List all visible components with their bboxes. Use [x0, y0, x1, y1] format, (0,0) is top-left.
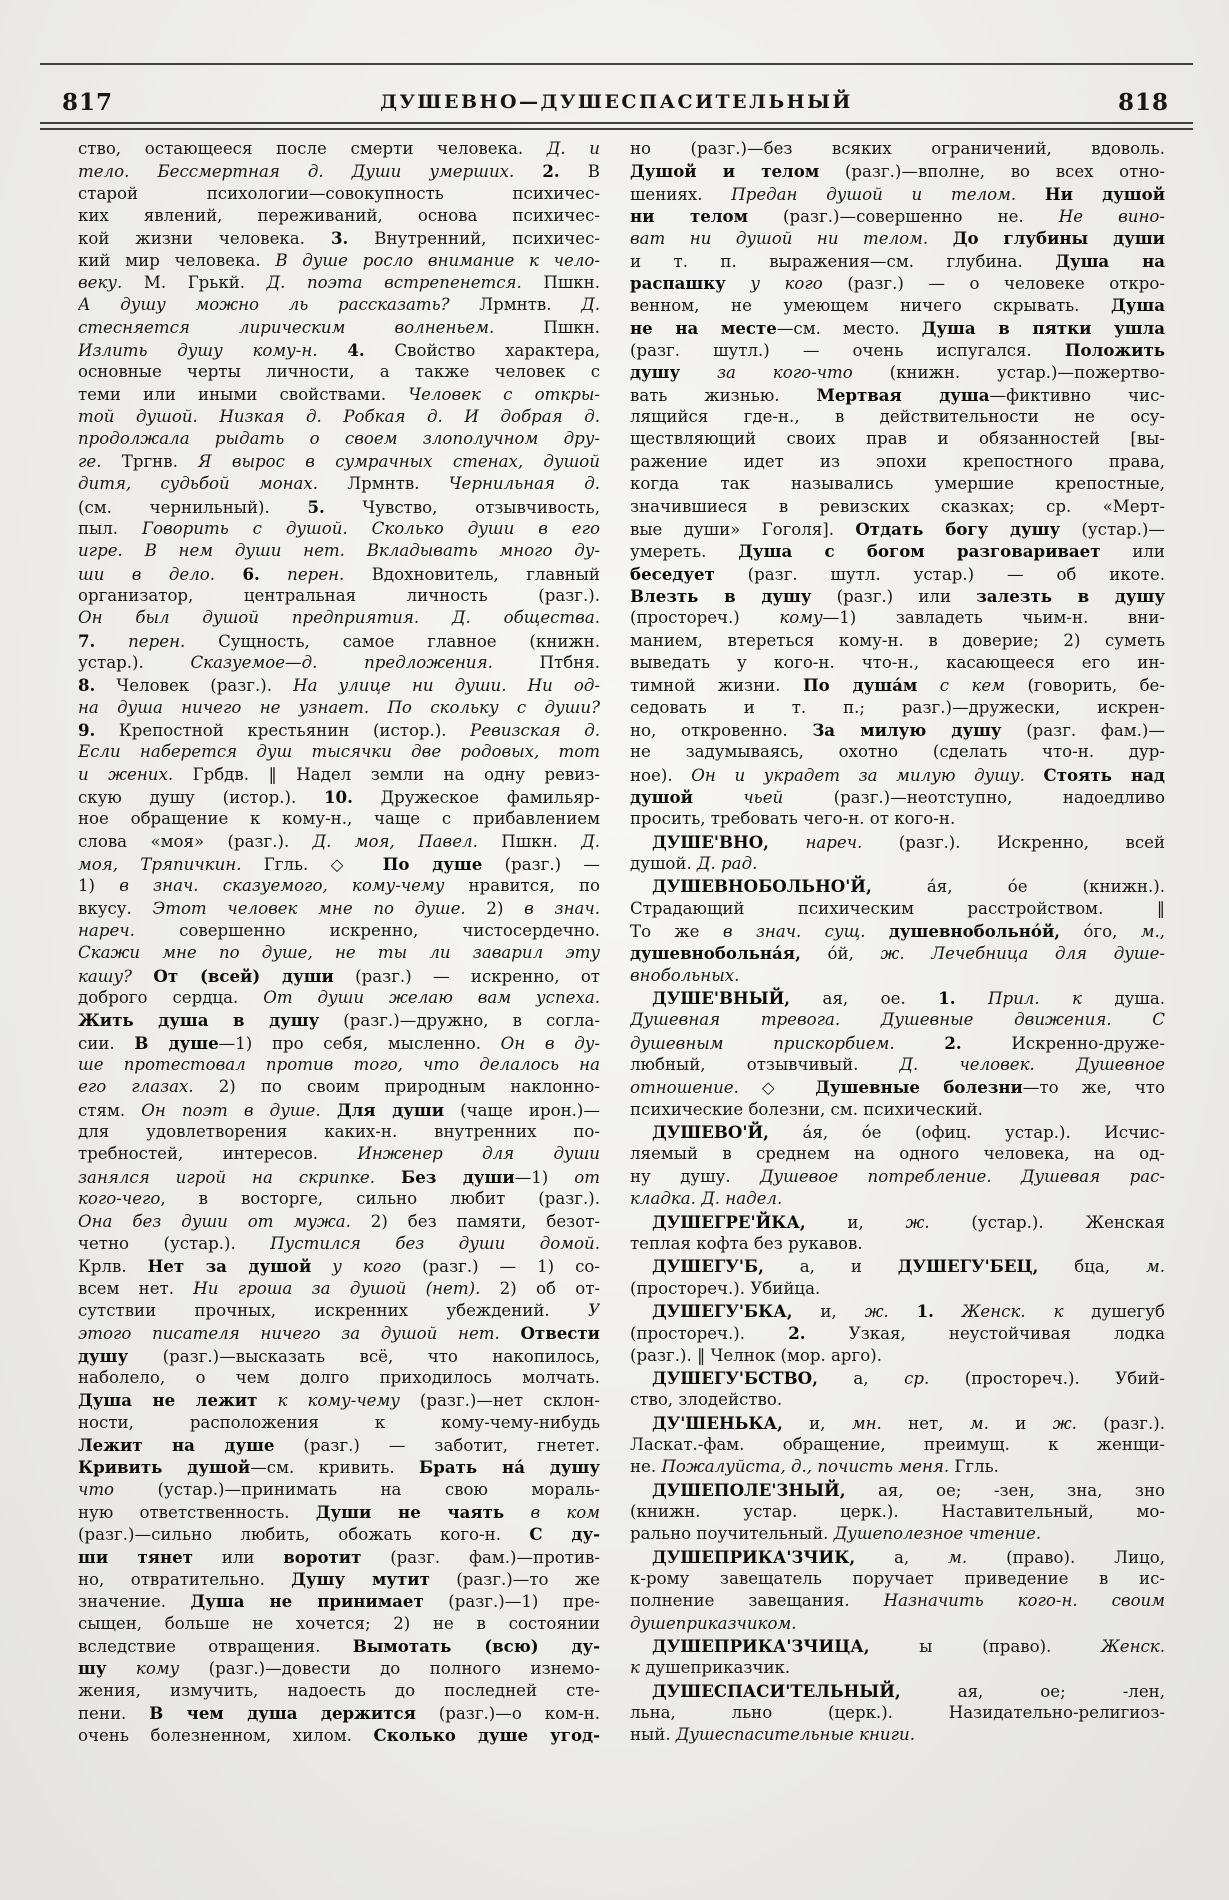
text-line: игре. В нем души нет. Вкладывать много ду- — [78, 541, 600, 561]
text-line: пени. В чем душа держится (разг.)—о ком-н. — [78, 1703, 600, 1724]
text-line: ное обращение к кому-н., чаще с прибавлением — [78, 809, 600, 829]
top-rule — [40, 63, 1193, 65]
text-line: ДУШЕСПАСИ'ТЕЛЬНЫЙ, ая, ое; -лен, — [652, 1680, 1165, 1701]
text-line: душевнобольна́я, о́й, ж. Лечебница для душе- — [630, 943, 1165, 964]
text-line: не на месте—см. место. Душа в пятки ушла — [630, 317, 1165, 338]
text-line: любный, отзывчивый. Д. человек. Душевное — [630, 1055, 1165, 1075]
text-line: ши тянет или воротит (разг. фам.)—против- — [78, 1546, 600, 1567]
text-line: когда так назывались умершие крепостные, — [630, 474, 1165, 494]
text-line: что (устар.)—принимать на свою мораль- — [78, 1479, 600, 1499]
text-line: душу за кого-что (книжн. устар.)—пожертво- — [630, 362, 1165, 383]
text-line: Жить душа в душу (разг.)—дружно, в согла- — [78, 1010, 600, 1031]
text-line: на душа ничего не узнает. По скольку с души? — [78, 697, 600, 717]
text-line: отношение. ◇ Душевные болезни—то же, что — [630, 1077, 1165, 1098]
text-line: Страдающий психическим расстройством. ‖ — [630, 898, 1165, 918]
text-line: значение. Душа не принимает (разг.)—1) пре- — [78, 1591, 600, 1612]
text-line: (разг.)—сильно любить, обожать кого-н. С ду- — [78, 1524, 600, 1545]
text-line: ный. Душеспасительные книги. — [630, 1725, 915, 1745]
text-line: рально поучительный. Душеполезное чтение. — [630, 1524, 1042, 1544]
text-line: ляемый в среднем на одного человека, на од- — [630, 1144, 1165, 1164]
text-line: душевным прискорбием. 2. Искренно-друже- — [630, 1032, 1165, 1053]
text-line: сии. В душе—1) про себя, мысленно. Он в ду- — [78, 1032, 600, 1053]
text-line: и т. п. выражения—см. глубина. Душа на — [630, 250, 1165, 271]
text-line: нареч. совершенно искренно, чистосердечно. — [78, 921, 600, 941]
text-line: к душеприказчик. — [630, 1658, 791, 1678]
text-line: ное). Он и украдет за милую душу. Стоять над — [630, 764, 1165, 785]
text-line: ство, злодейство. — [630, 1390, 783, 1410]
text-line: (см. чернильный). 5. Чувство, отзывчивость, — [78, 496, 600, 517]
page-number-left: 817 — [62, 88, 114, 116]
text-line: (простореч.). Убийца. — [630, 1278, 821, 1298]
page-title: ДУШЕВНО—ДУШЕСПАСИТЕЛЬНЫЙ — [380, 91, 853, 113]
text-line: теми или иными свойствами. Человек с откры- — [78, 384, 600, 404]
text-line: тело. Бессмертная д. Души умерших. 2. В — [78, 161, 600, 182]
text-line: (простореч.). 2. Узкая, неустойчивая лодка — [630, 1323, 1165, 1344]
text-line: ких явлений, переживаний, основа психичес- — [78, 206, 600, 226]
text-line: веку. М. Грькй. Д. поэта встрепенется. Пшкн. — [78, 273, 600, 293]
text-line: душеприказчиком. — [630, 1613, 797, 1633]
text-line: А душу можно ль рассказать? Лрмнтв. Д. — [78, 295, 600, 315]
text-line: кой жизни человека. 3. Внутренний, психичес- — [78, 228, 600, 249]
text-line: душой чьей (разг.)—неотступно, надоедливо — [630, 786, 1165, 807]
text-line: душу (разг.)—высказать всё, что накопилось, — [78, 1345, 600, 1366]
text-line: просить, требовать чего-н. от кого-н. — [630, 809, 956, 829]
text-line: ство, остающееся после смерти человека. Д. и — [78, 139, 600, 158]
text-line: (разг.). ‖ Челнок (мор. арго). — [630, 1345, 882, 1365]
text-line: ге. Тргнв. Я вырос в сумрачных стенах, душой — [78, 451, 600, 471]
text-line: ществляющий своих прав и обязанностей [вы- — [630, 429, 1165, 449]
text-line: Ласкат.-фам. обращение, преимущ. к женщи- — [630, 1434, 1165, 1454]
text-line: беседует (разг. шутл. устар.) — об икоте. — [630, 563, 1165, 584]
column-right — [630, 138, 1165, 1747]
text-line: наболело, о чем долго приходилось молчать. — [78, 1367, 600, 1387]
text-line: шу кому (разг.)—довести до полного изнемо- — [78, 1658, 600, 1679]
text-line: выведать у кого-н. что-н., касающееся его ин- — [630, 652, 1165, 672]
text-line: ДУШЕВНОБОЛЬНО'Й, а́я, о́е (книжн.). — [652, 876, 1165, 897]
text-line: моя, Тряпичкин. Ггль. ◇ По душе (разг.) — — [78, 854, 600, 874]
text-line: той душой. Низкая д. Робкая д. И добрая д. — [78, 407, 600, 427]
text-line: умереть. Душа с богом разговаривает или — [630, 541, 1165, 562]
text-line: организатор, центральная личность (разг.). — [78, 585, 600, 605]
text-line: но (разг.)—без всяких ограничений, вдоволь. — [630, 139, 1165, 158]
text-line: ши в дело. 6. перен. Вдохновитель, главный — [78, 563, 600, 584]
text-line: ражение идет из эпохи крепостного права, — [630, 451, 1165, 471]
text-line: и жених. Грбдв. ‖ Надел земли на одну ревиз- — [78, 764, 600, 784]
text-line: но, откровенно. За милую душу (разг. фам.)— — [630, 719, 1165, 740]
text-line: седовать и т. п.; разг.)—дружески, искрен- — [630, 697, 1165, 717]
text-line: для удовлетворения каких-н. внутренних по- — [78, 1122, 600, 1142]
text-line: стям. Он поэт в душе. Для души (чаще ирон.)— — [78, 1099, 600, 1120]
text-line: (разг. шутл.) — очень испугался. Положить — [630, 340, 1165, 361]
text-line: устар.). Сказуемое—д. предложения. Птбня. — [78, 652, 600, 672]
text-line: требностей, интересов. Инженер для души — [78, 1144, 600, 1164]
text-line: сутствии прочных, искренних убеждений. У — [78, 1300, 600, 1320]
column-left — [78, 138, 600, 1747]
text-line: занялся игрой на скрипке. Без души—1) от — [78, 1166, 600, 1187]
text-line: (книжн. устар. церк.). Наставительный, мо- — [630, 1501, 1165, 1521]
text-line: ДУШЕ'ВНЫЙ, ая, ое. 1. Прил. к душа. — [652, 988, 1165, 1009]
text-line: ДУШЕВО'Й, а́я, о́е (офиц. устар.). Исчис- — [652, 1122, 1165, 1143]
text-line: Если наберется душ тысячки две родовых, тот — [78, 742, 600, 762]
text-line: этого писателя ничего за душой нет. Отвести — [78, 1323, 600, 1344]
text-line: всем нет. Ни гроша за душой (нет). 2) об от- — [78, 1278, 600, 1298]
text-line: Кривить душой—см. кривить. Брать на́ душу — [78, 1457, 600, 1478]
text-line: полнение завещания. Назначить кого-н. своим — [630, 1591, 1165, 1611]
text-line: (простореч.) кому—1) завладеть чьим-н. вни- — [630, 608, 1165, 628]
text-line: ни телом (разг.)—совершенно не. Не вино- — [630, 206, 1165, 227]
running-head — [40, 84, 1193, 120]
text-columns — [78, 138, 1165, 1747]
text-line: пыл. Говорить с душой. Сколько души в его — [78, 518, 600, 538]
text-line: скую душу (истор.). 10. Дружеское фамильяр- — [78, 786, 600, 807]
text-line: кого-чего, в восторге, сильно любит (разг.). — [78, 1189, 600, 1209]
text-line: продолжала рыдать о своем злополучном дру- — [78, 429, 600, 449]
text-line: стесняется лирическим волненьем. Пшкн. — [78, 317, 600, 337]
text-line: внобольных. — [630, 965, 740, 985]
text-line: 8. Человек (разг.). На улице ни души. Ни од- — [78, 675, 600, 696]
text-line: Душа не лежит к кому-чему (разг.)—нет склон- — [78, 1390, 600, 1411]
text-line: основные черты личности, а также человек с — [78, 362, 600, 382]
text-line: распашку у кого (разг.) — о человеке откро- — [630, 273, 1165, 294]
text-line: к-рому завещатель поручает приведение в ис- — [630, 1569, 1165, 1588]
text-line: ДУШЕГРЕ'ЙКА, и, ж. (устар.). Женская — [652, 1211, 1165, 1232]
text-line: его глазах. 2) по своим природным наклонно- — [78, 1077, 600, 1097]
text-line: ДУШЕГУ'БСТВО, а, ср. (простореч.). Убий- — [652, 1367, 1165, 1388]
text-line: ДУШЕПРИКА'ЗЧИК, а, м. (право). Лицо, — [652, 1546, 1165, 1567]
text-line: душой. Д. рад. — [630, 854, 758, 873]
text-line: 7. перен. Сущность, самое главное (книжн. — [78, 630, 600, 651]
text-line: кладка. Д. надел. — [630, 1189, 783, 1209]
text-line: кий мир человека. В душе росло внимание к чело- — [78, 250, 600, 270]
text-line: дитя, судьбой монах. Лрмнтв. Чернильная д. — [78, 474, 600, 494]
text-line: кашу? От (всей) души (разг.) — искренно, от — [78, 965, 600, 986]
text-line: ности, расположения к кому-чему-нибудь — [78, 1412, 600, 1432]
text-line: слова «моя» (разг.). Д. моя, Павел. Пшкн. Д. — [78, 831, 600, 851]
text-line: ДУШЕ'ВНО, нареч. (разг.). Искренно, всей — [652, 831, 1165, 852]
text-line: вкусу. Этот человек мне по душе. 2) в знач. — [78, 898, 600, 918]
text-line: не задумываясь, охотно (сделать что-н. дур- — [630, 742, 1165, 762]
text-line: ше протестовал против того, что делалось на — [78, 1055, 600, 1075]
text-line: не. Пожалуйста, д., почисть меня. Ггль. — [630, 1457, 999, 1477]
text-line: очень болезненном, хилом. Сколько душе угод- — [78, 1725, 600, 1746]
text-line: То же в знач. сущ. душевнобольно́й, о́го, м., — [630, 921, 1165, 942]
text-line: 1) в знач. сказуемого, кому-чему нравится, по — [78, 876, 600, 896]
text-line: ДУШЕГУ'Б, а, и ДУШЕГУ'БЕЦ, бца, м. — [652, 1256, 1165, 1277]
text-line: Она без души от мужа. 2) без памяти, безот- — [78, 1211, 600, 1231]
text-line: Душевная тревога. Душевные движения. С — [630, 1010, 1165, 1030]
text-line: Лежит на душе (разг.) — заботит, гнетет. — [78, 1434, 600, 1455]
text-line: ДУШЕПОЛЕ'ЗНЫЙ, ая, ое; -зен, зна, зно — [652, 1479, 1165, 1500]
text-line: сыщен, больше не хочется; 2) не в состоянии — [78, 1613, 600, 1633]
text-line: льна, льно (церк.). Назидательно-религиоз- — [630, 1703, 1165, 1723]
text-line: Скажи мне по душе, не ты ли заварил эту — [78, 943, 600, 963]
text-line: ную ответственность. Души не чаять в ком — [78, 1501, 600, 1522]
text-line: шениях. Предан душой и телом. Ни душой — [630, 183, 1165, 204]
text-line: старой психологии—совокупность психичес- — [78, 183, 600, 203]
text-line: вые души» Гоголя]. Отдать богу душу (устар.)— — [630, 518, 1165, 539]
text-line: манием, втереться кому-н. в доверие; 2) суметь — [630, 630, 1165, 650]
text-line: ДУШЕГУ'БКА, и, ж. 1. Женск. к душегуб — [652, 1300, 1165, 1321]
text-line: лящийся где-н., в действительности не осу- — [630, 407, 1165, 427]
text-line: жения, измучить, надоесть до последней сте- — [78, 1680, 600, 1700]
text-line: тимной жизни. По душа́м с кем (говорить, бе- — [630, 675, 1165, 696]
text-line: вать жизнью. Мертвая душа—фиктивно чис- — [630, 384, 1165, 405]
text-line: теплая кофта без рукавов. — [630, 1233, 863, 1253]
text-line: Крлв. Нет за душой у кого (разг.) — 1) со- — [78, 1256, 600, 1277]
text-line: 9. Крепостной крестьянин (истор.). Ревизская д. — [78, 719, 600, 740]
text-line: ну душу. Душевое потребление. Душевая рас- — [630, 1166, 1165, 1186]
text-line: Душой и телом (разг.)—вполне, во всех отно- — [630, 161, 1165, 182]
text-line: Влезть в душу (разг.) или залезть в душу — [630, 585, 1165, 606]
text-line: значившиеся в ревизских сказках; ср. «Мерт- — [630, 496, 1165, 516]
text-line: ДУ'ШЕНЬКА, и, мн. нет, м. и ж. (разг.). — [652, 1412, 1165, 1433]
text-line: вследствие отвращения. Вымотать (всю) ду- — [78, 1636, 600, 1657]
text-line: четно (устар.). Пустился без души домой. — [78, 1233, 600, 1253]
text-line: ват ни душой ни телом. До глубины души — [630, 228, 1165, 249]
header-rule — [40, 122, 1193, 130]
text-line: венном, не умеющем ничего скрывать. Душа — [630, 295, 1165, 316]
page-number-right: 818 — [1117, 88, 1169, 116]
text-line: ДУШЕПРИКА'ЗЧИЦА, ы (право). Женск. — [652, 1636, 1165, 1657]
text-line: Он был душой предприятия. Д. общества. — [78, 608, 600, 628]
text-line: доброго сердца. От души желаю вам успеха. — [78, 988, 600, 1008]
text-line: но, отвратительно. Душу мутит (разг.)—то же — [78, 1569, 600, 1589]
text-line: Излить душу кому-н. 4. Свойство характера, — [78, 340, 600, 361]
text-line: психические болезни, см. психический. — [630, 1099, 983, 1119]
